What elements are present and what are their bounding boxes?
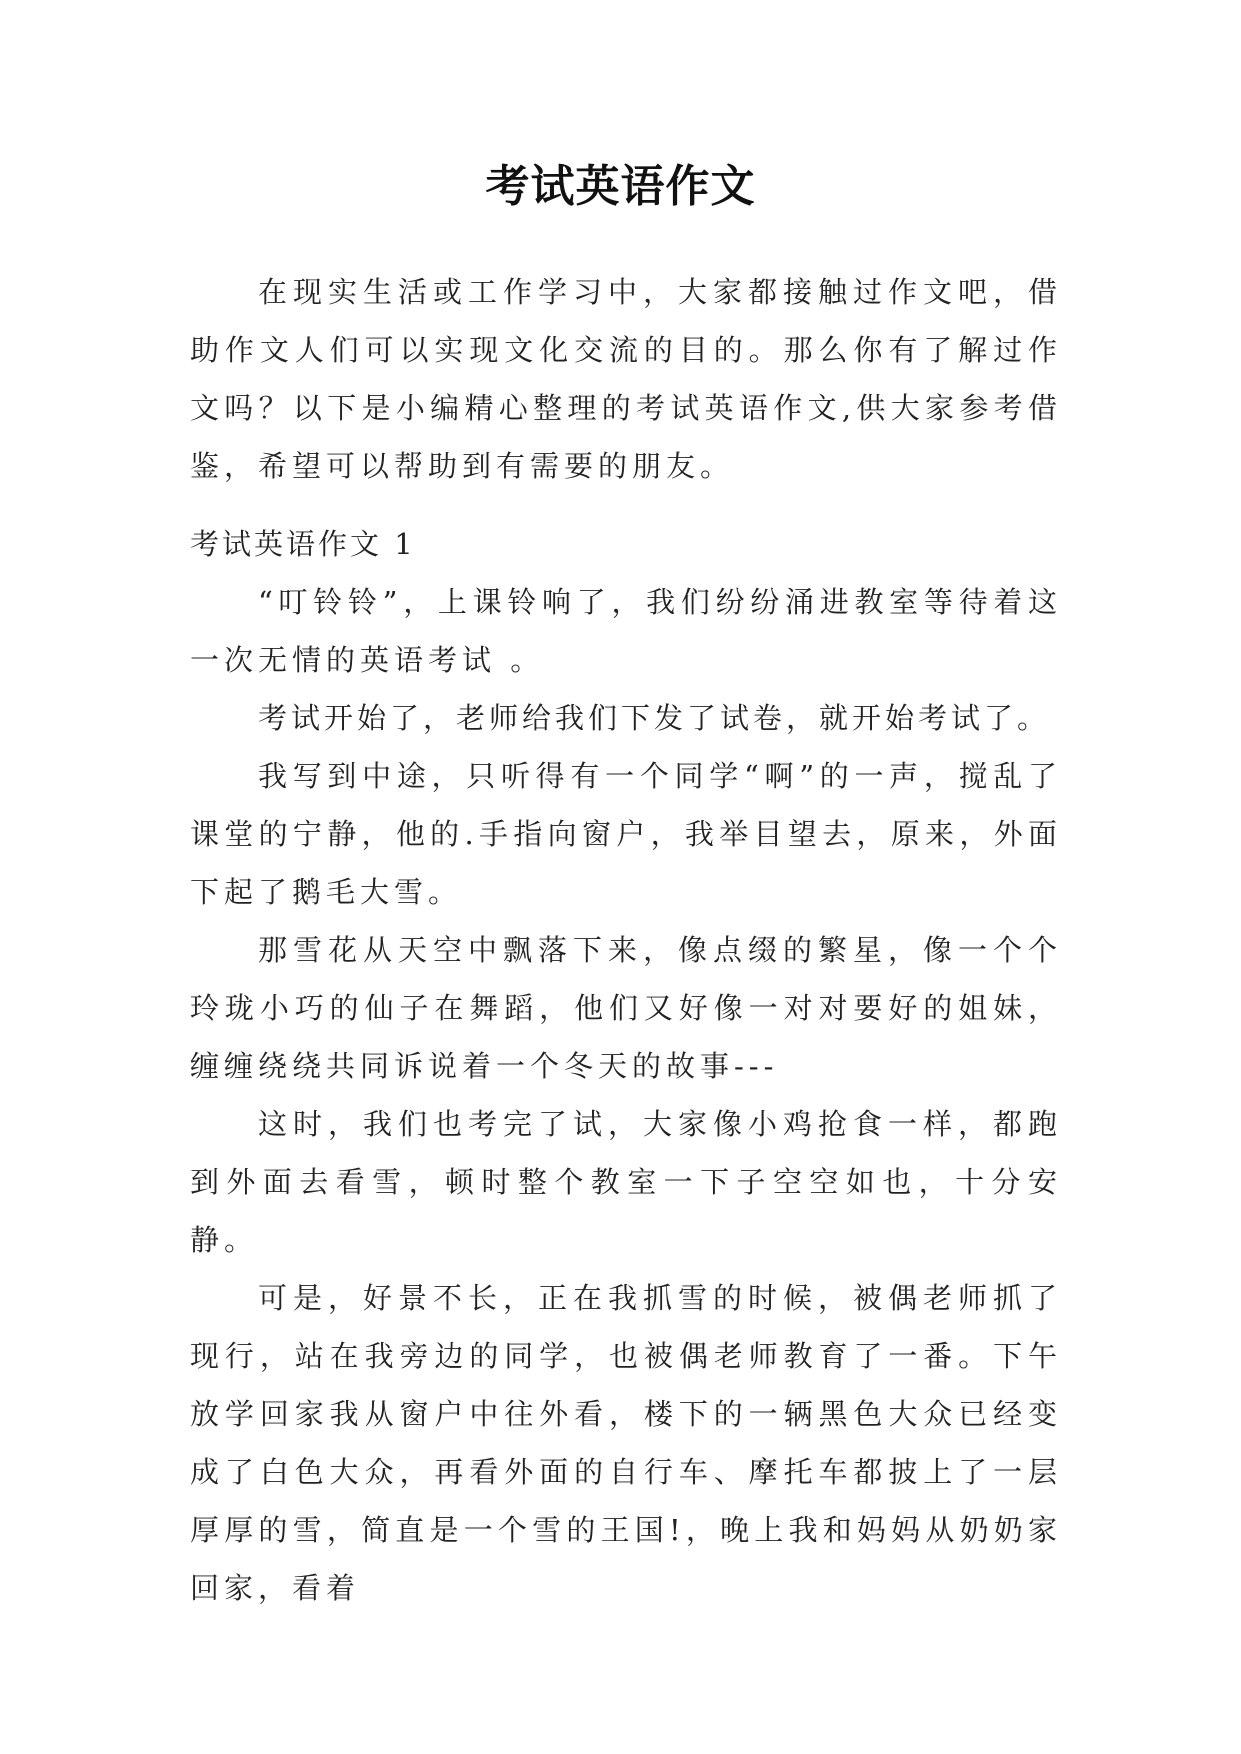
essay-paragraph: 这时，我们也考完了试，大家像小鸡抢食一样，都跑到外面去看雪，顿时整个教室一下子空空如也，十分安静。: [190, 1107, 1062, 1257]
essay-section: [190, 515, 1062, 1617]
essay-paragraph: 可是，好景不长，正在我抓雪的时候，被偶老师抓了现行，站在我旁边的同学，也被偶老师教育了一番。下午放学回家我从窗户中往外看，楼下的一辆黑色大众已经变成了白色大众，再看外面的自行车、摩托车都披上了一层厚厚的雪，简直是一个雪的王国!，晚上我和妈妈从奶奶家回家，看着: [190, 1281, 1062, 1605]
intro-paragraph: 在现实生活或工作学习中，大家都接触过作文吧，借助作文人们可以实现文化交流的目的。那么你有了解过作文吗？以下是小编精心整理的考试英语作文,供大家参考借鉴，希望可以帮助到有需要的朋友。: [190, 275, 1062, 483]
section-heading: 考试英语作文 1: [190, 527, 416, 561]
intro-block: [190, 263, 1062, 495]
essay-paragraph: “叮铃铃”，上课铃响了，我们纷纷涌进教室等待着这一次无情的英语考试 。: [190, 585, 1062, 677]
essay-paragraph: 那雪花从天空中飘落下来，像点缀的繁星，像一个个玲珑小巧的仙子在舞蹈，他们又好像一对对要好的姐妹，缠缠绕绕共同诉说着一个冬天的故事---: [190, 933, 1062, 1083]
essay-paragraph: 考试开始了，老师给我们下发了试卷，就开始考试了。: [258, 701, 1051, 735]
essay-paragraph: 我写到中途，只听得有一个同学“啊”的一声，搅乱了课堂的宁静，他的.手指向窗户，我举目望去，原来，外面下起了鹅毛大雪。: [190, 759, 1062, 909]
page-title: 考试英语作文: [485, 161, 756, 212]
